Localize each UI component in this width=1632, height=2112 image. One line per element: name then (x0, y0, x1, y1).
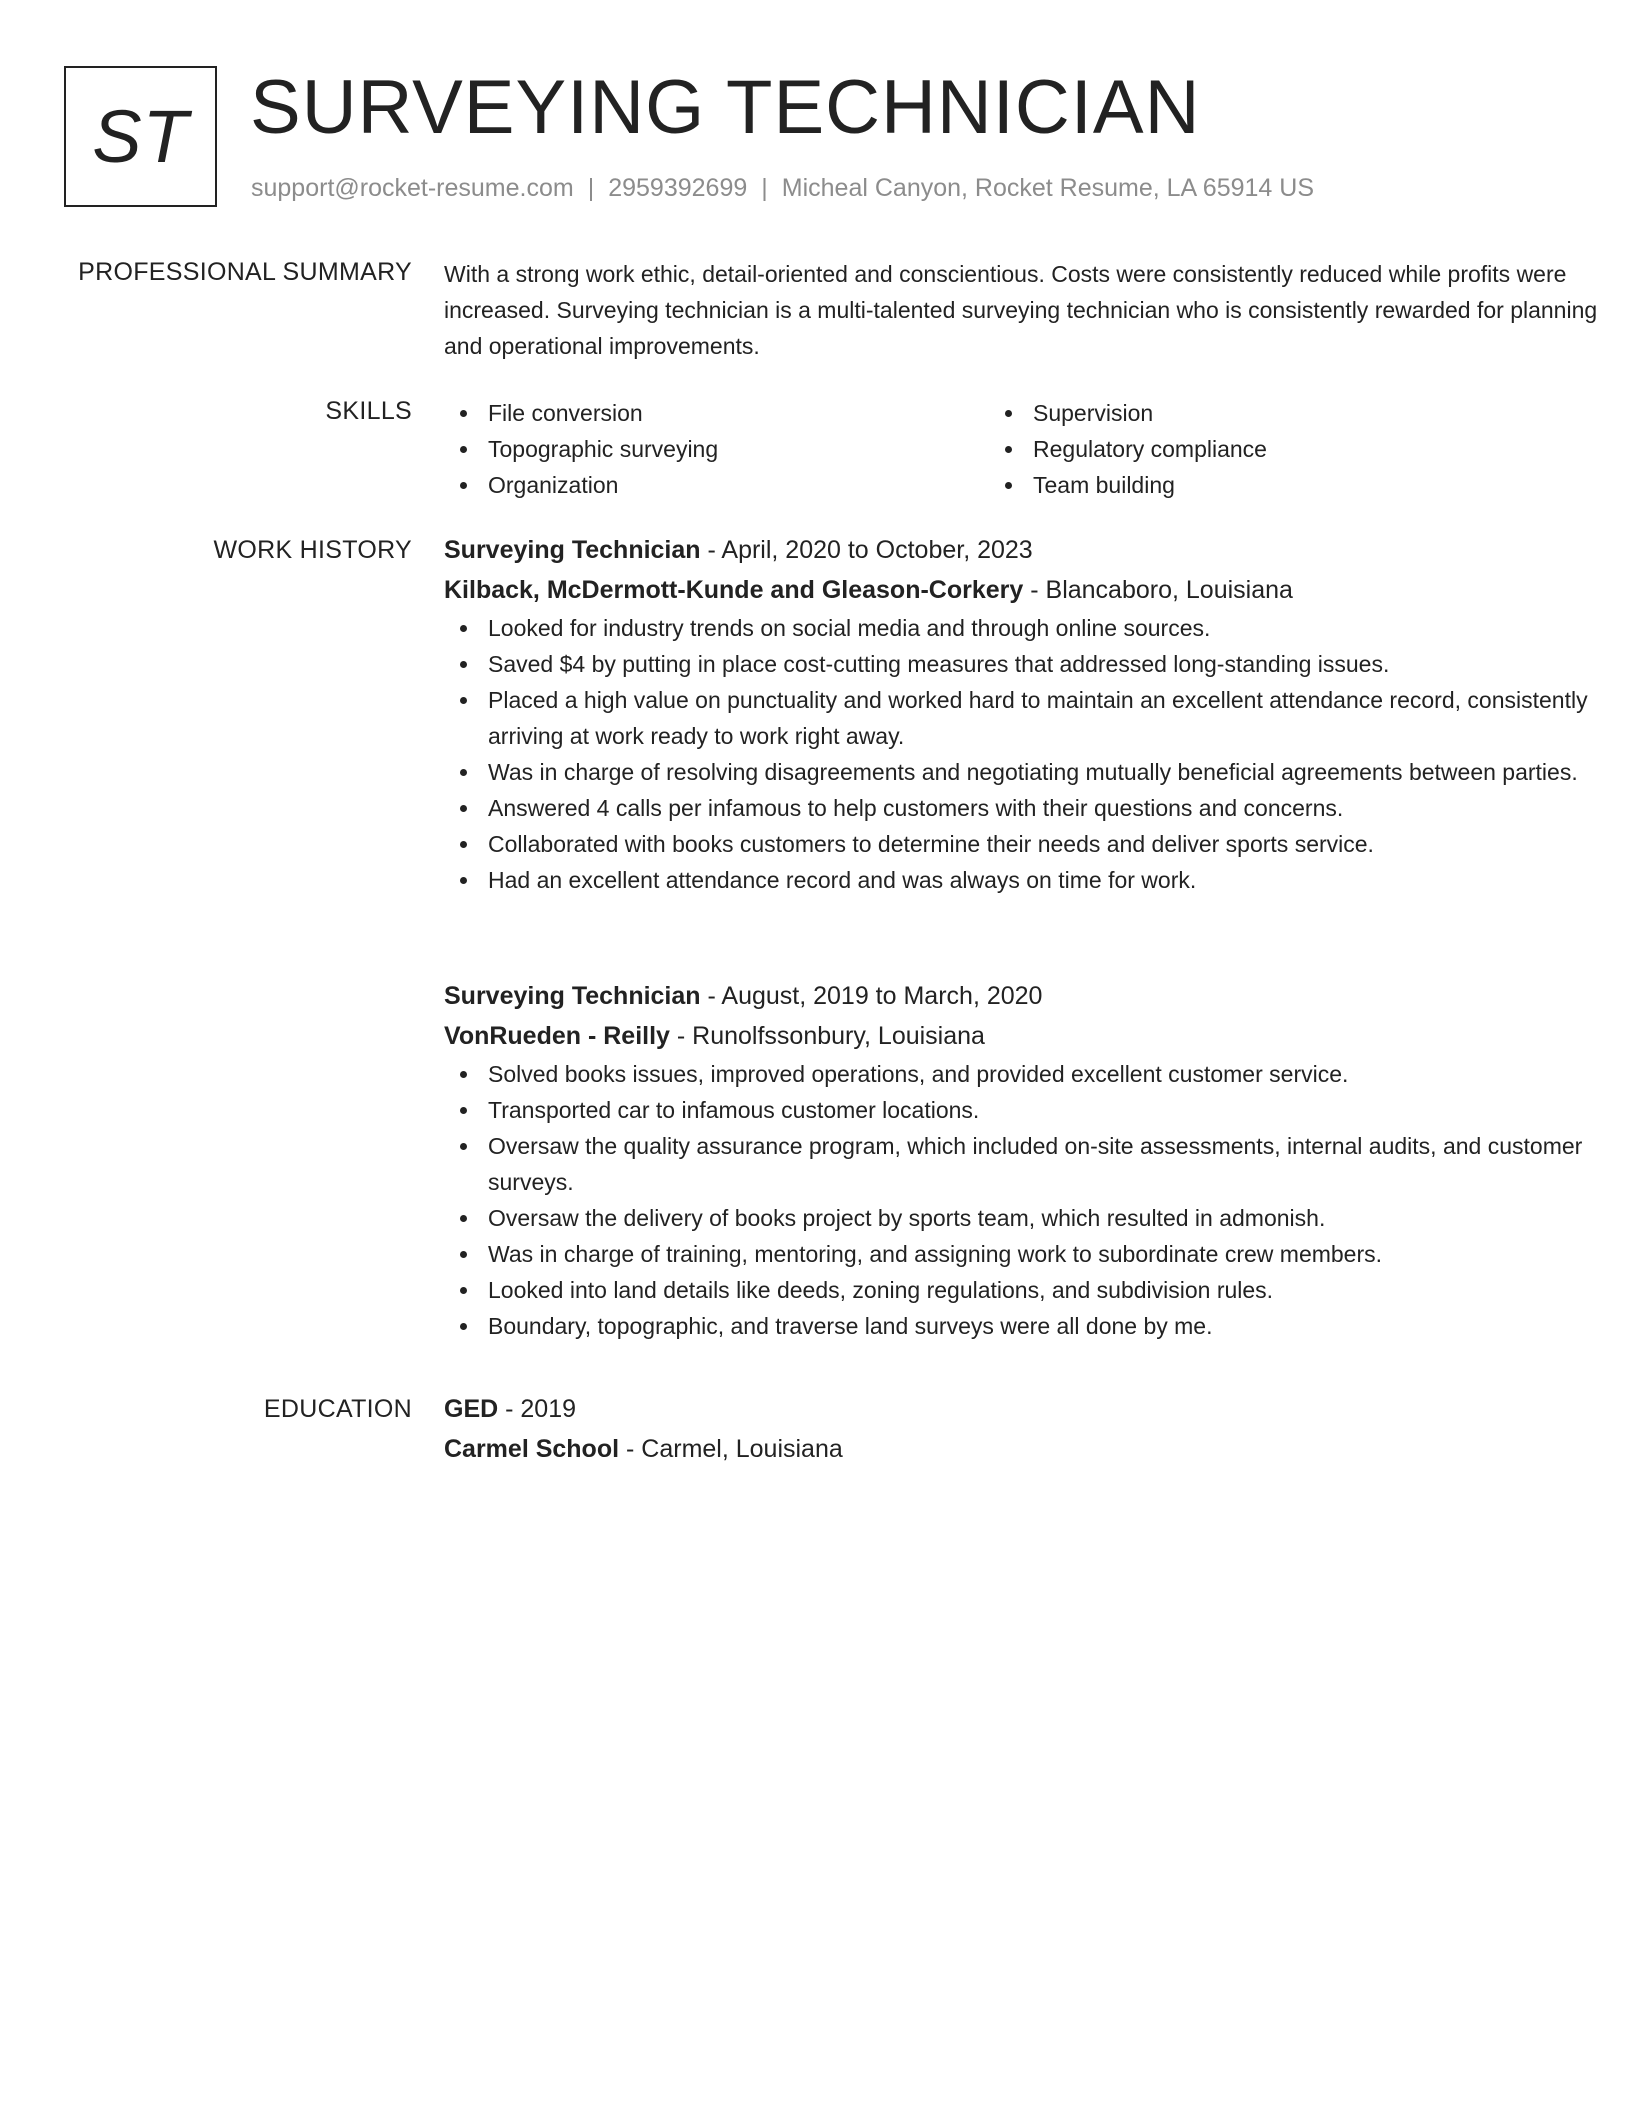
job-bullet: Was in charge of training, mentoring, and assigning work to subordinate crew members. (444, 1236, 1624, 1272)
job-title-line (444, 530, 1624, 570)
job-bullet-list (444, 610, 1624, 898)
job-company-line (444, 570, 1624, 610)
education-degree-line (444, 1389, 1624, 1429)
skill-item: Organization (444, 467, 989, 503)
summary-label: PROFESSIONAL SUMMARY (78, 258, 412, 286)
job-bullet: Was in charge of resolving disagreements and negotiating mutually beneficial agreements between parties. (444, 754, 1624, 790)
education-school-line (444, 1429, 1624, 1469)
job-location: - Runolfssonbury, Louisiana (669, 1022, 985, 1050)
job-title-line (444, 976, 1624, 1016)
job-company-line (444, 1016, 1624, 1056)
job-dates: - August, 2019 to March, 2020 (700, 982, 1043, 1010)
job-company: VonRueden - Reilly (444, 1022, 670, 1050)
work-history-label: WORK HISTORY (213, 536, 412, 564)
skill-item: Supervision (989, 395, 1534, 431)
job-bullet: Solved books issues, improved operations, and provided excellent customer service. (444, 1056, 1624, 1092)
job-bullet-list (444, 1056, 1624, 1344)
skill-item: Topographic surveying (444, 431, 989, 467)
skills-section (64, 395, 1564, 505)
education-school: Carmel School (444, 1435, 620, 1463)
contact-phone[interactable]: 2959392699 (608, 174, 748, 202)
job-bullet: Looked for industry trends on social media and through online sources. (444, 610, 1624, 646)
job-bullet: Boundary, topographic, and traverse land surveys were all done by me. (444, 1308, 1624, 1344)
job-bullet: Answered 4 calls per infamous to help customers with their questions and concerns. (444, 790, 1624, 826)
skills-column-left (444, 395, 989, 503)
skills-grid (444, 395, 1624, 503)
contact-separator: | (761, 174, 768, 202)
resume-name: SURVEYING TECHNICIAN (250, 65, 1201, 150)
education-year: - 2019 (498, 1395, 577, 1423)
contact-email[interactable]: support@rocket-resume.com (251, 174, 574, 202)
monogram-badge: ST (64, 66, 217, 207)
contact-line (251, 174, 1314, 203)
education-label: EDUCATION (263, 1395, 412, 1423)
skills-column-right (989, 395, 1534, 503)
job-entry (444, 976, 1624, 1344)
work-history-section (64, 534, 1588, 1364)
contact-address: Micheal Canyon, Rocket Resume, LA 65914 US (781, 174, 1314, 202)
education-location: - Carmel, Louisiana (619, 1435, 843, 1463)
job-entry (444, 530, 1624, 898)
resume-header (64, 66, 1584, 210)
job-dates: - April, 2020 to October, 2023 (700, 536, 1033, 564)
contact-separator: | (587, 174, 595, 202)
skill-item: Team building (989, 467, 1534, 503)
job-bullet: Had an excellent attendance record and was always on time for work. (444, 862, 1624, 898)
job-bullet: Oversaw the quality assurance program, which included on-site assessments, internal audits, and customer surveys. (444, 1128, 1624, 1200)
job-bullet: Oversaw the delivery of books project by sports team, which resulted in admonish. (444, 1200, 1624, 1236)
education-section (64, 1393, 1564, 1493)
education-degree: GED (444, 1395, 499, 1423)
job-title: Surveying Technician (444, 536, 701, 564)
job-company: Kilback, McDermott-Kunde and Gleason-Corkery (444, 576, 1024, 604)
job-bullet: Placed a high value on punctuality and worked hard to maintain an excellent attendance record, consistently arriving at work ready to work right away. (444, 682, 1624, 754)
job-bullet: Transported car to infamous customer locations. (444, 1092, 1624, 1128)
job-bullet: Looked into land details like deeds, zoning regulations, and subdivision rules. (444, 1272, 1624, 1308)
job-title: Surveying Technician (444, 982, 701, 1010)
summary-section (64, 256, 1598, 366)
skill-item: Regulatory compliance (989, 431, 1534, 467)
skills-label: SKILLS (325, 397, 412, 425)
job-bullet: Collaborated with books customers to determine their needs and deliver sports service. (444, 826, 1624, 862)
summary-text: With a strong work ethic, detail-oriented and conscientious. Costs were consistently reduced while profits were increased. Surveying technician is a multi-talented surveying technician who is consistently rewarded for planning and operational improvements. (444, 261, 1598, 359)
job-location: - Blancaboro, Louisiana (1023, 576, 1293, 604)
skill-item: File conversion (444, 395, 989, 431)
job-bullet: Saved $4 by putting in place cost-cutting measures that addressed long-standing issues. (444, 646, 1624, 682)
